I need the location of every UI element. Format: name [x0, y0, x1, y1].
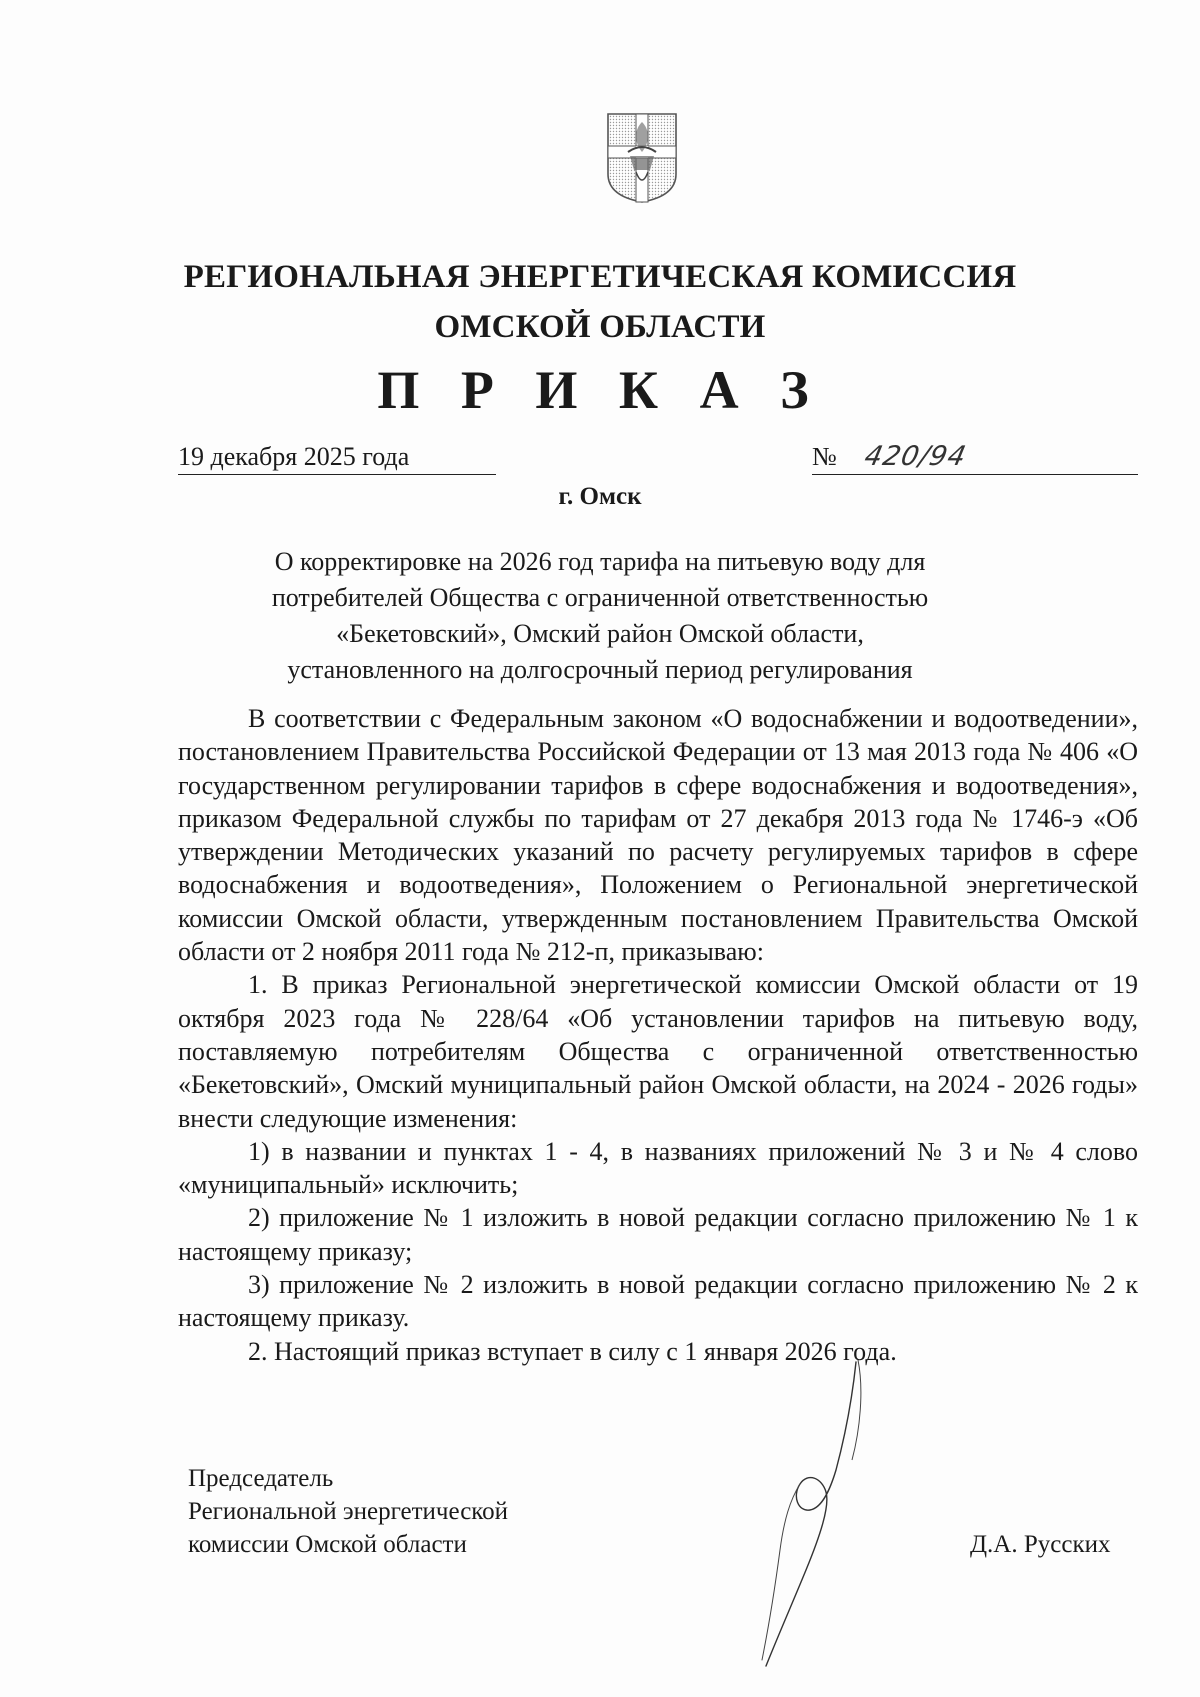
order-date-text: 19 декабря 2025 года	[178, 442, 410, 471]
number-sign: №	[812, 442, 837, 471]
order-subject	[200, 544, 1000, 688]
item-1-paragraph: 1. В приказ Региональной энергетической комиссии Омской области от 19 октября 2023 года № 228/64 «Об установлении тарифов на питьевую воду, поставляемую потребителям Общества с ограниченной ответственностью «Бекетовский», Омский муниципальный район Омской области, на 2024 - 2026 годы» внести следующие изменения:	[178, 970, 1138, 1133]
signatory-position	[188, 1462, 508, 1561]
order-number-value: 420/94	[862, 441, 970, 472]
position-line: Региональной энергетической	[188, 1498, 509, 1525]
preamble-paragraph: В соответствии с Федеральным законом «О водоснабжении и водоотведении», постановлением Правительства Российской Федерации от 13 мая 2013 года № 406 «О государственном регулировании тарифов в сфере водоснабжения и водоотведения», приказом Федеральной службы по тарифам от 27 декабря 2013 года № 1746-э «Об утверждении Методических указаний по расчету регулируемых тарифов в сфере водоснабжения и водоотведения», Положением о Региональной энергетической комиссии Омской области, утвержденным постановлением Правительства Омской области от 2 ноября 2011 года № 212-п, приказываю:	[178, 704, 1138, 967]
order-number	[812, 440, 1138, 475]
handwritten-signature	[740, 1360, 900, 1670]
item-2-paragraph: 2. Настоящий приказ вступает в силу с 1 января 2026 года.	[248, 1336, 897, 1366]
organization-title-line-1: РЕГИОНАЛЬНАЯ ЭНЕРГЕТИЧЕСКАЯ КОМИССИЯ	[183, 259, 1017, 295]
subitem-2-paragraph: 2) приложение № 1 изложить в новой редакции согласно приложению № 1 к настоящему приказу;	[178, 1203, 1138, 1266]
position-line: Председатель	[188, 1465, 334, 1492]
organization-title	[0, 252, 1200, 352]
subject-line: потребителей Общества с ограниченной ответственностью	[271, 583, 929, 612]
subitem-3-paragraph: 3) приложение № 2 изложить в новой редакции согласно приложению № 2 к настоящему приказу.	[178, 1270, 1138, 1333]
position-line: комиссии Омской области	[188, 1531, 467, 1558]
order-body	[178, 702, 1138, 1368]
subject-line: «Бекетовский», Омский район Омской области,	[336, 619, 864, 648]
signatory-name: Д.А. Русских	[970, 1531, 1111, 1558]
city-label: г. Омск	[558, 483, 642, 510]
document-type-heading: П Р И К А З	[377, 360, 823, 420]
subitem-1-paragraph: 1) в названии и пунктах 1 - 4, в названиях приложений № 3 и № 4 слово «муниципальный» исключить;	[178, 1136, 1138, 1200]
order-date	[178, 440, 496, 475]
organization-title-line-2: ОМСКОЙ ОБЛАСТИ	[434, 309, 766, 345]
subject-line: установленного на долгосрочный период регулирования	[287, 655, 913, 684]
coat-of-arms-emblem	[606, 112, 678, 204]
subject-line: О корректировке на 2026 год тарифа на питьевую воду для	[274, 547, 926, 576]
